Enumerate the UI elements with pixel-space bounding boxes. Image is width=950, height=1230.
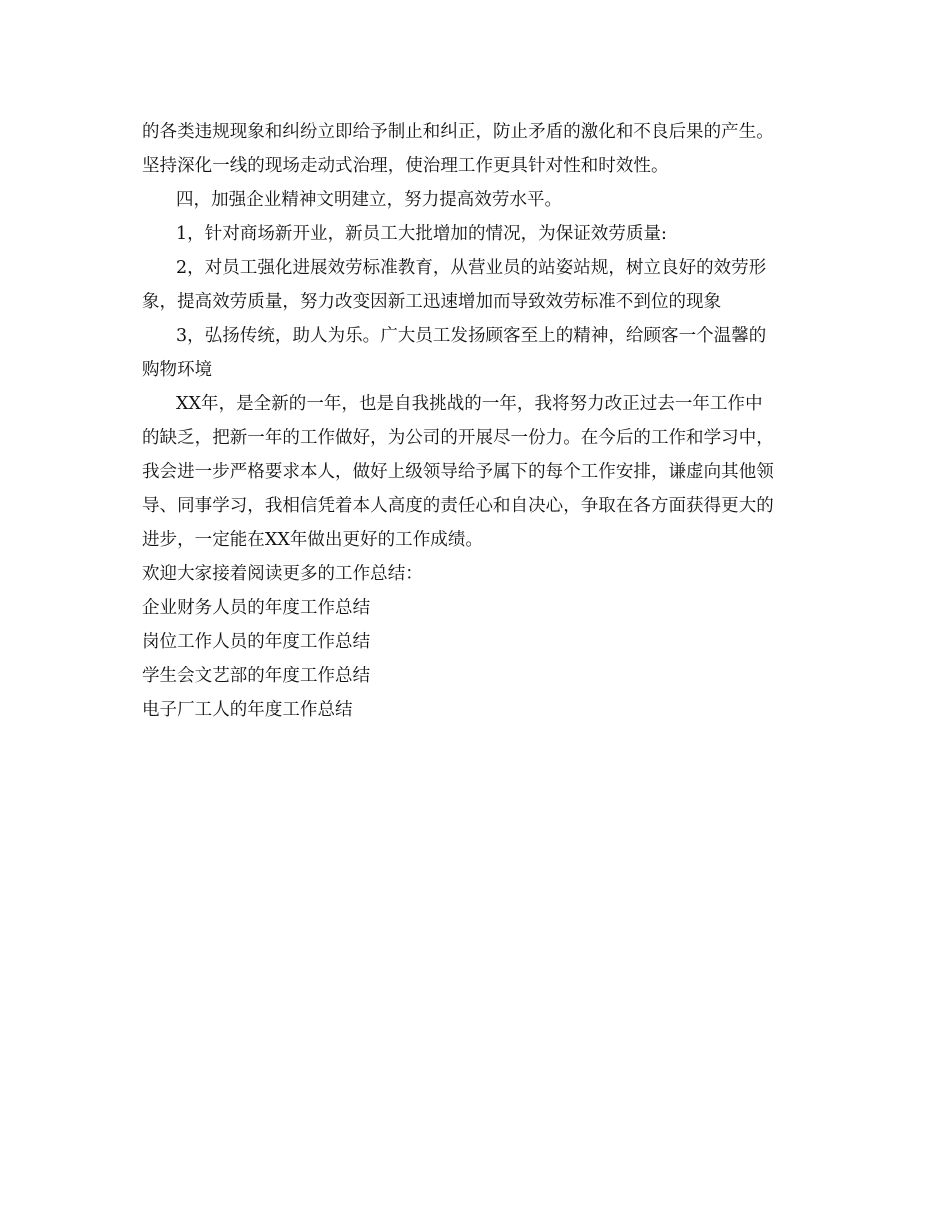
paragraph-line: 2，对员工强化进展效劳标准教育，从营业员的站姿站规，树立良好的效劳形 — [176, 258, 767, 278]
section-heading: 四，加强企业精神文明建立，努力提高效劳水平。 — [176, 190, 563, 210]
paragraph-line: 购物环境 — [142, 360, 213, 380]
paragraph-line: 象，提高效劳质量，努力改变因新工迅速增加而导致效劳标准不到位的现象 — [142, 292, 722, 312]
related-article-link[interactable]: 岗位工作人员的年度工作总结 — [142, 632, 371, 652]
paragraph-line: 3，弘扬传统，助人为乐。广大员工发扬顾客至上的精神，给顾客一个温馨的 — [176, 326, 767, 346]
paragraph-line: 坚持深化一线的现场走动式治理，使治理工作更具针对性和时效性。 — [142, 156, 669, 176]
paragraph-line: 1，针对商场新开业，新员工大批增加的情况，为保证效劳质量: — [176, 224, 667, 244]
paragraph-line: 的各类违规现象和纠纷立即给予制止和纠正，防止矛盾的激化和不良后果的产生。 — [142, 122, 774, 142]
paragraph-line: 进步，一定能在XX年做出更好的工作成绩。 — [142, 530, 483, 550]
related-article-link[interactable]: 企业财务人员的年度工作总结 — [142, 598, 371, 618]
paragraph-line: 的缺乏，把新一年的工作做好，为公司的开展尽一份力。在今后的工作和学习中， — [142, 428, 774, 448]
document-body — [142, 115, 814, 727]
related-article-link[interactable]: 学生会文艺部的年度工作总结 — [142, 666, 371, 686]
more-articles-intro: 欢迎大家接着阅读更多的工作总结： — [142, 564, 423, 584]
related-article-link[interactable]: 电子厂工人的年度工作总结 — [142, 700, 353, 720]
paragraph-line: XX年，是全新的一年，也是自我挑战的一年，我将努力改正过去一年工作中 — [176, 394, 763, 414]
paragraph-line: 我会进一步严格要求本人，做好上级领导给予属下的每个工作安排，谦虚向其他领 — [142, 462, 774, 482]
paragraph-line: 导、同事学习，我相信凭着本人高度的责任心和自决心，争取在各方面获得更大的 — [142, 496, 774, 516]
